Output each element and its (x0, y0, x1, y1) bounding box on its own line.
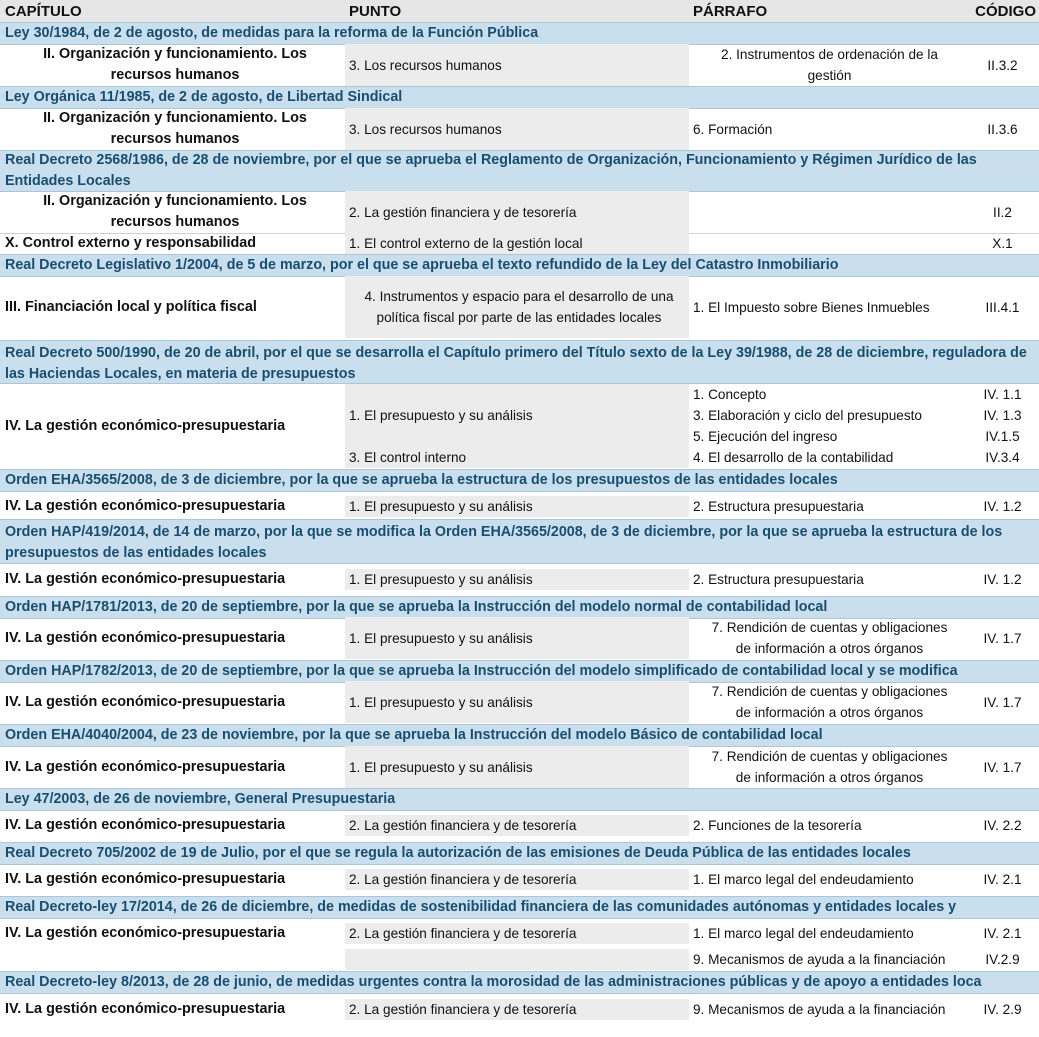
law-row (0, 22, 1039, 45)
capitulo-cell (0, 44, 345, 86)
law-title: Orden HAP/1781/2013, de 20 de septiembre, por la que se aprueba la Instrucción del modelo normal de contabilidad local (5, 599, 828, 615)
capitulo-cell: IV. La gestión económico-presupuestaria (5, 925, 286, 941)
codigo-cell: IV. 2.1 (983, 926, 1022, 941)
header-punto: PUNTO (349, 2, 402, 20)
header-parrafo: PÁRRAFO (693, 2, 768, 20)
codigo-cell: IV. 1.2 (983, 572, 1022, 587)
parrafo-text: 2. Instrumentos de ordenación de la (721, 47, 938, 62)
table-row (0, 384, 1039, 468)
capitulo-cell: IV. La gestión económico-presupuestaria (5, 817, 286, 833)
punto-cell: 2. La gestión financiera y de tesorería (345, 815, 689, 836)
law-title: Real Decreto 705/2002 de 19 de Julio, por el que se regula la autorización de las emisiones de Deuda Pública de las entidades locales (5, 845, 911, 861)
law-title: Real Decreto Legislativo 1/2004, de 5 de marzo, por el que se aprueba el texto refundido de la Ley del Catastro Inmobiliario (5, 257, 839, 273)
capitulo-text: II. Organización y funcionamiento. Los (43, 46, 307, 62)
codigo-text: IV. 1.3 (983, 408, 1022, 423)
table-row (0, 869, 1039, 890)
law-row (0, 596, 1039, 619)
table-row (0, 496, 1039, 517)
codigo-cell: II.3.6 (987, 121, 1018, 137)
parrafo-cell (689, 384, 966, 468)
parrafo-text: 7. Rendición de cuentas y obligaciones (711, 684, 948, 699)
capitulo-cell: IV. La gestión económico-presupuestaria (5, 693, 286, 710)
capitulo-cell: IV. La gestión económico-presupuestaria (5, 498, 286, 514)
capitulo-cell: IV. La gestión económico-presupuestaria (5, 871, 286, 887)
punto-cell: 2. La gestión financiera y de tesorería (345, 869, 689, 890)
law-title: Real Decreto-ley 17/2014, de 26 de diciembre, de medidas de sostenibilidad financiera de las comunidades autónomas y entidades locales y (5, 899, 957, 915)
law-row (0, 469, 1039, 492)
codigo-text: IV.3.4 (985, 450, 1020, 465)
parrafo-cell: 6. Formación (693, 121, 773, 137)
parrafo-text: 7. Rendición de cuentas y obligaciones (711, 620, 948, 635)
capitulo-text: recursos humanos (110, 214, 240, 230)
header-capitulo: CAPÍTULO (5, 2, 82, 20)
law-row (0, 254, 1039, 277)
table-row (0, 949, 1039, 970)
punto-cell: 3. Los recursos humanos (345, 108, 689, 150)
codigo-cell: III.4.1 (985, 299, 1020, 315)
table-row (0, 44, 1039, 87)
parrafo-cell (689, 191, 966, 233)
law-title: Real Decreto 2568/1986, de 28 de noviembre, por el que se aprueba el Reglamento de Organización, Funcionamiento y Régimen Jurídico de las Entidades Locales (5, 152, 977, 189)
parrafo-cell (689, 746, 966, 788)
codigo-cell: II.2 (993, 204, 1012, 220)
law-row (0, 842, 1039, 865)
codigo-cell: X.1 (992, 236, 1013, 251)
law-title: Orden EHA/4040/2004, de 23 de noviembre, por la que se aprueba la Instrucción del modelo Básico de contabilidad local (5, 727, 823, 743)
parrafo-cell (689, 233, 966, 254)
parrafo-cell (689, 617, 966, 659)
capitulo-text: II. Organización y funcionamiento. Los (43, 110, 307, 126)
law-title: Orden EHA/3565/2008, de 3 de diciembre, por la que se aprueba la estructura de los presupuestos de las entidades locales (5, 472, 838, 488)
capitulo-cell (0, 108, 345, 150)
table-row (0, 191, 1039, 234)
law-row (0, 660, 1039, 683)
punto-cell (345, 384, 689, 468)
punto-cell: 2. La gestión financiera y de tesorería (345, 999, 689, 1020)
table-row (0, 569, 1039, 590)
punto-cell (345, 949, 689, 970)
table-row (0, 923, 1039, 944)
capitulo-cell: X. Control externo y responsabilidad (5, 235, 257, 251)
law-row (0, 971, 1039, 994)
parrafo-text: de información a otros órganos (735, 641, 924, 656)
parrafo-cell (689, 44, 966, 86)
punto-cell: 1. El presupuesto y su análisis (345, 617, 689, 659)
parrafo-cell: 2. Funciones de la tesorería (693, 818, 862, 833)
parrafo-text: 3. Elaboración y ciclo del presupuesto (693, 408, 922, 423)
parrafo-cell: 2. Estructura presupuestaria (693, 499, 864, 514)
law-row (0, 519, 1039, 564)
table-row (0, 999, 1039, 1020)
codigo-cell: II.3.2 (987, 57, 1018, 73)
law-title: Ley 30/1984, de 2 de agosto, de medidas para la reforma de la Función Pública (5, 25, 539, 41)
codigo-cell: IV.2.9 (985, 952, 1020, 967)
punto-cell: 2. La gestión financiera y de tesorería (345, 191, 689, 233)
punto-cell: 1. El presupuesto y su análisis (345, 681, 689, 723)
punto-cell: 1. El presupuesto y su análisis (345, 496, 689, 517)
law-row (0, 724, 1039, 747)
punto-text: 3. El control interno (349, 450, 467, 465)
parrafo-text: 1. Concepto (693, 387, 767, 402)
capitulo-cell: IV. La gestión económico-presupuestaria (5, 1001, 286, 1017)
codigo-cell: IV. 2.2 (983, 818, 1022, 833)
law-row (0, 150, 1039, 192)
codigo-cell: IV. 1.7 (983, 694, 1022, 710)
table-row (0, 617, 1039, 659)
table-row (0, 276, 1039, 338)
table-row (0, 815, 1039, 836)
parrafo-cell: 1. El marco legal del endeudamiento (693, 926, 914, 941)
codigo-text: IV. 1.1 (983, 387, 1022, 402)
codigo-cell: IV. 2.1 (983, 872, 1022, 887)
parrafo-text: 7. Rendición de cuentas y obligaciones (711, 749, 948, 764)
parrafo-text: de información a otros órganos (735, 770, 924, 785)
capitulo-cell: IV. La gestión económico-presupuestaria (5, 571, 286, 587)
codigo-text: IV.1.5 (985, 429, 1020, 444)
punto-cell: 1. El control externo de la gestión local (345, 233, 689, 254)
parrafo-cell: 1. El marco legal del endeudamiento (693, 872, 914, 887)
punto-text: 4. Instrumentos y espacio para el desarrollo de una (364, 289, 674, 304)
parrafo-text: de información a otros órganos (735, 705, 924, 720)
law-title: Real Decreto 500/1990, de 20 de abril, por el que se desarrolla el Capítulo primero del Título sexto de la Ley 39/1988, de 28 de diciembre, reguladora de las Haciendas Locales, en materia de presupuestos (5, 345, 1027, 382)
codigo-cell: IV. 2.9 (983, 1002, 1022, 1017)
law-row (0, 340, 1039, 384)
punto-text: 1. El presupuesto y su análisis (349, 408, 533, 423)
parrafo-text: gestión (807, 68, 852, 83)
capitulo-cell: IV. La gestión económico-presupuestaria (5, 758, 286, 775)
table-row (0, 681, 1039, 723)
parrafo-cell: 1. El Impuesto sobre Bienes Inmuebles (693, 299, 930, 315)
codigo-cell: IV. 1.7 (983, 759, 1022, 775)
law-row (0, 86, 1039, 109)
punto-cell: 3. Los recursos humanos (345, 44, 689, 86)
table-row (0, 746, 1039, 788)
capitulo-cell (0, 191, 345, 233)
law-row (0, 788, 1039, 811)
codigo-cell (966, 384, 1039, 468)
parrafo-text: 5. Ejecución del ingreso (693, 429, 838, 444)
table-row (0, 108, 1039, 151)
law-row (0, 896, 1039, 919)
capitulo-cell: IV. La gestión económico-presupuestaria (5, 417, 286, 434)
capitulo-cell (0, 949, 345, 970)
punto-cell: 1. El presupuesto y su análisis (345, 746, 689, 788)
capitulo-text: recursos humanos (110, 131, 240, 147)
punto-text: política fiscal por parte de las entidades locales (376, 310, 662, 325)
capitulo-cell: III. Financiación local y política fiscal (5, 298, 257, 315)
header-codigo: CÓDIGO (975, 2, 1036, 20)
parrafo-cell: 2. Estructura presupuestaria (693, 572, 864, 587)
parrafo-cell: 9. Mecanismos de ayuda a la financiación (693, 1002, 946, 1017)
table-row (0, 233, 1039, 254)
capitulo-text: II. Organización y funcionamiento. Los (43, 193, 307, 209)
law-title: Ley 47/2003, de 26 de noviembre, General Presupuestaria (5, 791, 396, 807)
punto-cell: 2. La gestión financiera y de tesorería (345, 923, 689, 944)
law-title: Real Decreto-ley 8/2013, de 28 de junio, de medidas urgentes contra la morosidad de las administraciones públicas y de apoyo a entidades loca (5, 974, 982, 990)
parrafo-cell: 9. Mecanismos de ayuda a la financiación (693, 952, 946, 967)
law-title: Orden HAP/1782/2013, de 20 de septiembre, por la que se aprueba la Instrucción del modelo simplificado de contabilidad local y se modifica (5, 663, 958, 679)
punto-cell (345, 276, 689, 338)
parrafo-text: 4. El desarrollo de la contabilidad (693, 450, 894, 465)
table-header (0, 0, 1039, 22)
law-title: Orden HAP/419/2014, de 14 de marzo, por la que se modifica la Orden EHA/3565/2008, de 3 de diciembre, por la que se aprueba la estructura de los presupuestos de las entidades locales (5, 524, 1003, 561)
codigo-cell: IV. 1.2 (983, 499, 1022, 514)
codigo-cell: IV. 1.7 (983, 630, 1022, 646)
law-title: Ley Orgánica 11/1985, de 2 de agosto, de Libertad Sindical (5, 89, 403, 105)
punto-cell: 1. El presupuesto y su análisis (345, 569, 689, 590)
parrafo-cell (689, 681, 966, 723)
capitulo-text: recursos humanos (110, 67, 240, 83)
capitulo-cell: IV. La gestión económico-presupuestaria (5, 629, 286, 646)
